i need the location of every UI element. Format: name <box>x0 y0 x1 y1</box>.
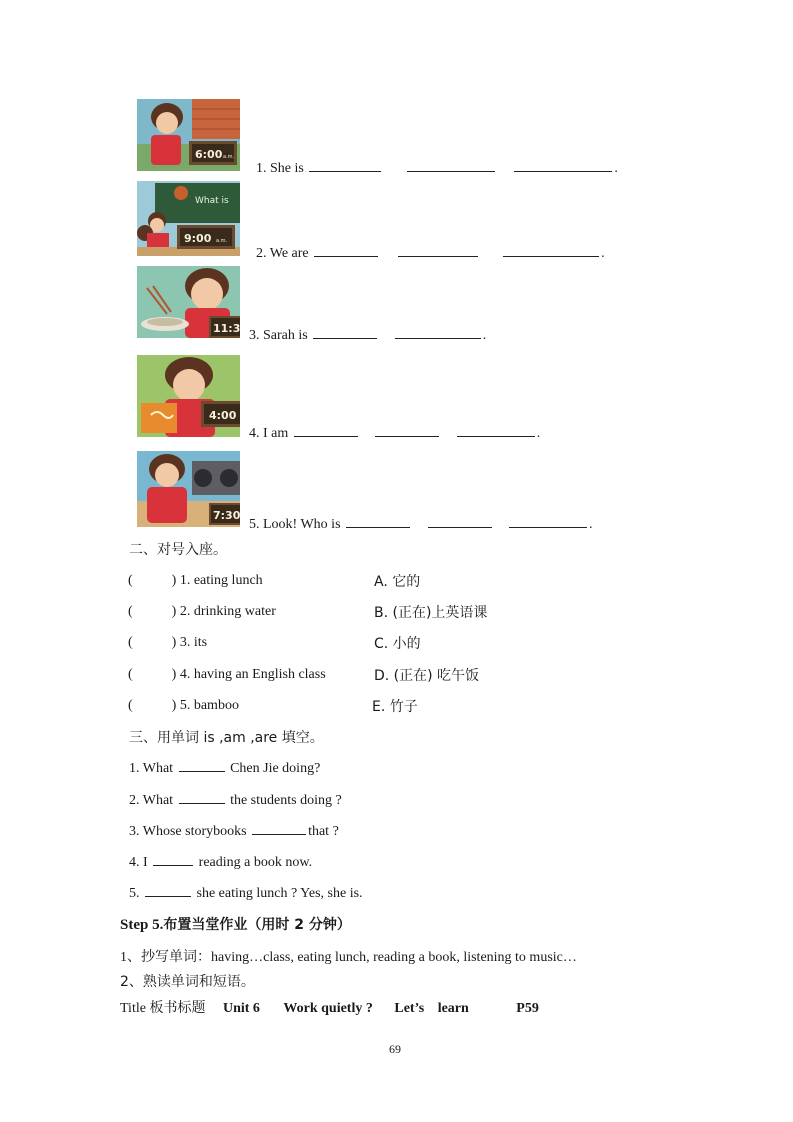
blank[interactable] <box>375 424 439 437</box>
period: . <box>482 328 487 343</box>
fill-item-2 <box>129 791 342 809</box>
match-row-4 <box>128 666 326 683</box>
answer-slot[interactable] <box>138 634 166 646</box>
blank[interactable] <box>314 244 378 257</box>
blank[interactable] <box>428 515 492 528</box>
blank[interactable] <box>153 853 193 866</box>
blank[interactable] <box>313 326 377 339</box>
board-title-line <box>120 997 539 1017</box>
fill-post: reading a book now. <box>198 855 313 870</box>
board-page: P59 <box>516 1001 539 1016</box>
blank[interactable] <box>294 424 358 437</box>
clock-1-suffix: a.m. <box>223 154 235 160</box>
blank[interactable] <box>145 884 191 897</box>
period: . <box>601 246 605 261</box>
fill-post: the students doing ? <box>230 793 342 808</box>
fill-post: she eating lunch ? Yes, she is. <box>196 886 363 901</box>
step5-title <box>120 914 351 934</box>
blank[interactable] <box>179 791 225 804</box>
match-right-5: E. 竹子 <box>372 699 418 715</box>
open-paren: ( <box>128 667 133 682</box>
board-unit: Unit 6 <box>222 1001 260 1016</box>
step5-line-1: 1、抄写单词：having…class, eating lunch, reading a book, listening to music… <box>120 950 577 965</box>
exercise1-item-3 <box>249 326 486 344</box>
exercise1-item-2 <box>256 244 605 262</box>
clock-4-label: 4:00 <box>209 409 237 422</box>
answer-slot[interactable] <box>138 697 166 709</box>
open-paren: ( <box>128 604 133 619</box>
blank[interactable] <box>252 822 306 835</box>
item-text: 5. Look! Who is <box>249 517 341 532</box>
clock-1-label: 6:00 <box>195 148 223 161</box>
answer-slot[interactable] <box>138 572 166 584</box>
answer-slot[interactable] <box>138 603 166 615</box>
blank[interactable] <box>395 326 481 339</box>
match-left: 1. eating lunch <box>179 573 263 588</box>
clock-2-label: 9:00 <box>184 232 212 245</box>
board-part2: learn <box>437 1001 469 1016</box>
match-left: 4. having an English class <box>179 667 326 682</box>
fill-pre: 5. <box>129 886 140 901</box>
close-paren: ) <box>171 667 177 682</box>
picture-4 <box>137 355 240 437</box>
answer-slot[interactable] <box>138 666 166 678</box>
page-number: 69 <box>389 1042 401 1056</box>
clock-2-suffix: a.m. <box>216 238 228 244</box>
board-part1: Let’s <box>394 1001 425 1016</box>
step5-title-en: Step 5. <box>120 917 164 933</box>
fill-pre: 1. What <box>129 761 174 776</box>
match-right-4: D. (正在) 吃午饭 <box>374 668 480 684</box>
picture-5 <box>137 451 240 527</box>
open-paren: ( <box>128 635 133 650</box>
exercise1-item-5 <box>249 515 593 533</box>
clock-3-label: 11:3 <box>213 322 240 335</box>
section2-title: 二、对号入座。 <box>129 542 227 558</box>
step5-line-2: 2、熟读单词和短语。 <box>120 974 255 990</box>
match-row-1 <box>128 572 263 589</box>
match-row-3 <box>128 634 207 651</box>
close-paren: ) <box>171 635 177 650</box>
item-text: 1. She is <box>256 161 304 176</box>
exercise1-item-1 <box>256 159 618 177</box>
blackboard-text: What is <box>195 196 229 206</box>
item-text: 2. We are <box>256 246 309 261</box>
period: . <box>536 426 541 441</box>
match-right-3: C. 小的 <box>374 636 421 652</box>
step5-title-cn: 布置当堂作业（用时 2 分钟） <box>163 917 351 933</box>
match-row-5 <box>128 697 239 714</box>
blank[interactable] <box>179 759 225 772</box>
close-paren: ) <box>171 698 177 713</box>
clock-5-label: 7:30 <box>213 509 240 522</box>
fill-item-1 <box>129 759 320 777</box>
match-left: 2. drinking water <box>179 604 276 619</box>
blank[interactable] <box>509 515 587 528</box>
close-paren: ) <box>171 604 177 619</box>
blank[interactable] <box>503 244 599 257</box>
blank[interactable] <box>346 515 410 528</box>
fill-pre: 4. I <box>129 855 148 870</box>
match-right-1: A. 它的 <box>374 574 421 590</box>
period: . <box>614 161 618 176</box>
match-row-2 <box>128 603 276 620</box>
fill-post: that ? <box>308 824 339 839</box>
section3-title: 三、用单词 is ,am ,are 填空。 <box>129 730 324 746</box>
picture-2 <box>137 181 240 256</box>
period: . <box>589 517 593 532</box>
fill-item-4 <box>129 853 312 871</box>
blank[interactable] <box>309 159 381 172</box>
item-text: 3. Sarah is <box>249 328 308 343</box>
blank[interactable] <box>407 159 495 172</box>
close-paren: ) <box>171 573 177 588</box>
picture-3 <box>137 266 240 338</box>
blank[interactable] <box>398 244 478 257</box>
match-left: 5. bamboo <box>179 698 239 713</box>
fill-item-5 <box>129 884 363 902</box>
fill-item-3 <box>129 822 339 840</box>
open-paren: ( <box>128 573 133 588</box>
fill-pre: 3. Whose storybooks <box>129 824 247 839</box>
match-right-2: B. (正在)上英语课 <box>374 605 488 621</box>
exercise1-item-4 <box>249 424 540 442</box>
blank[interactable] <box>514 159 612 172</box>
open-paren: ( <box>128 698 133 713</box>
fill-post: Chen Jie doing? <box>230 761 321 776</box>
board-lesson: Work quietly ? <box>283 1001 373 1016</box>
board-label: Title 板书标题 <box>120 1001 206 1016</box>
match-left: 3. its <box>179 635 208 650</box>
item-text: 4. I am <box>249 426 289 441</box>
fill-pre: 2. What <box>129 793 174 808</box>
blank[interactable] <box>457 424 535 437</box>
picture-1 <box>137 99 240 171</box>
